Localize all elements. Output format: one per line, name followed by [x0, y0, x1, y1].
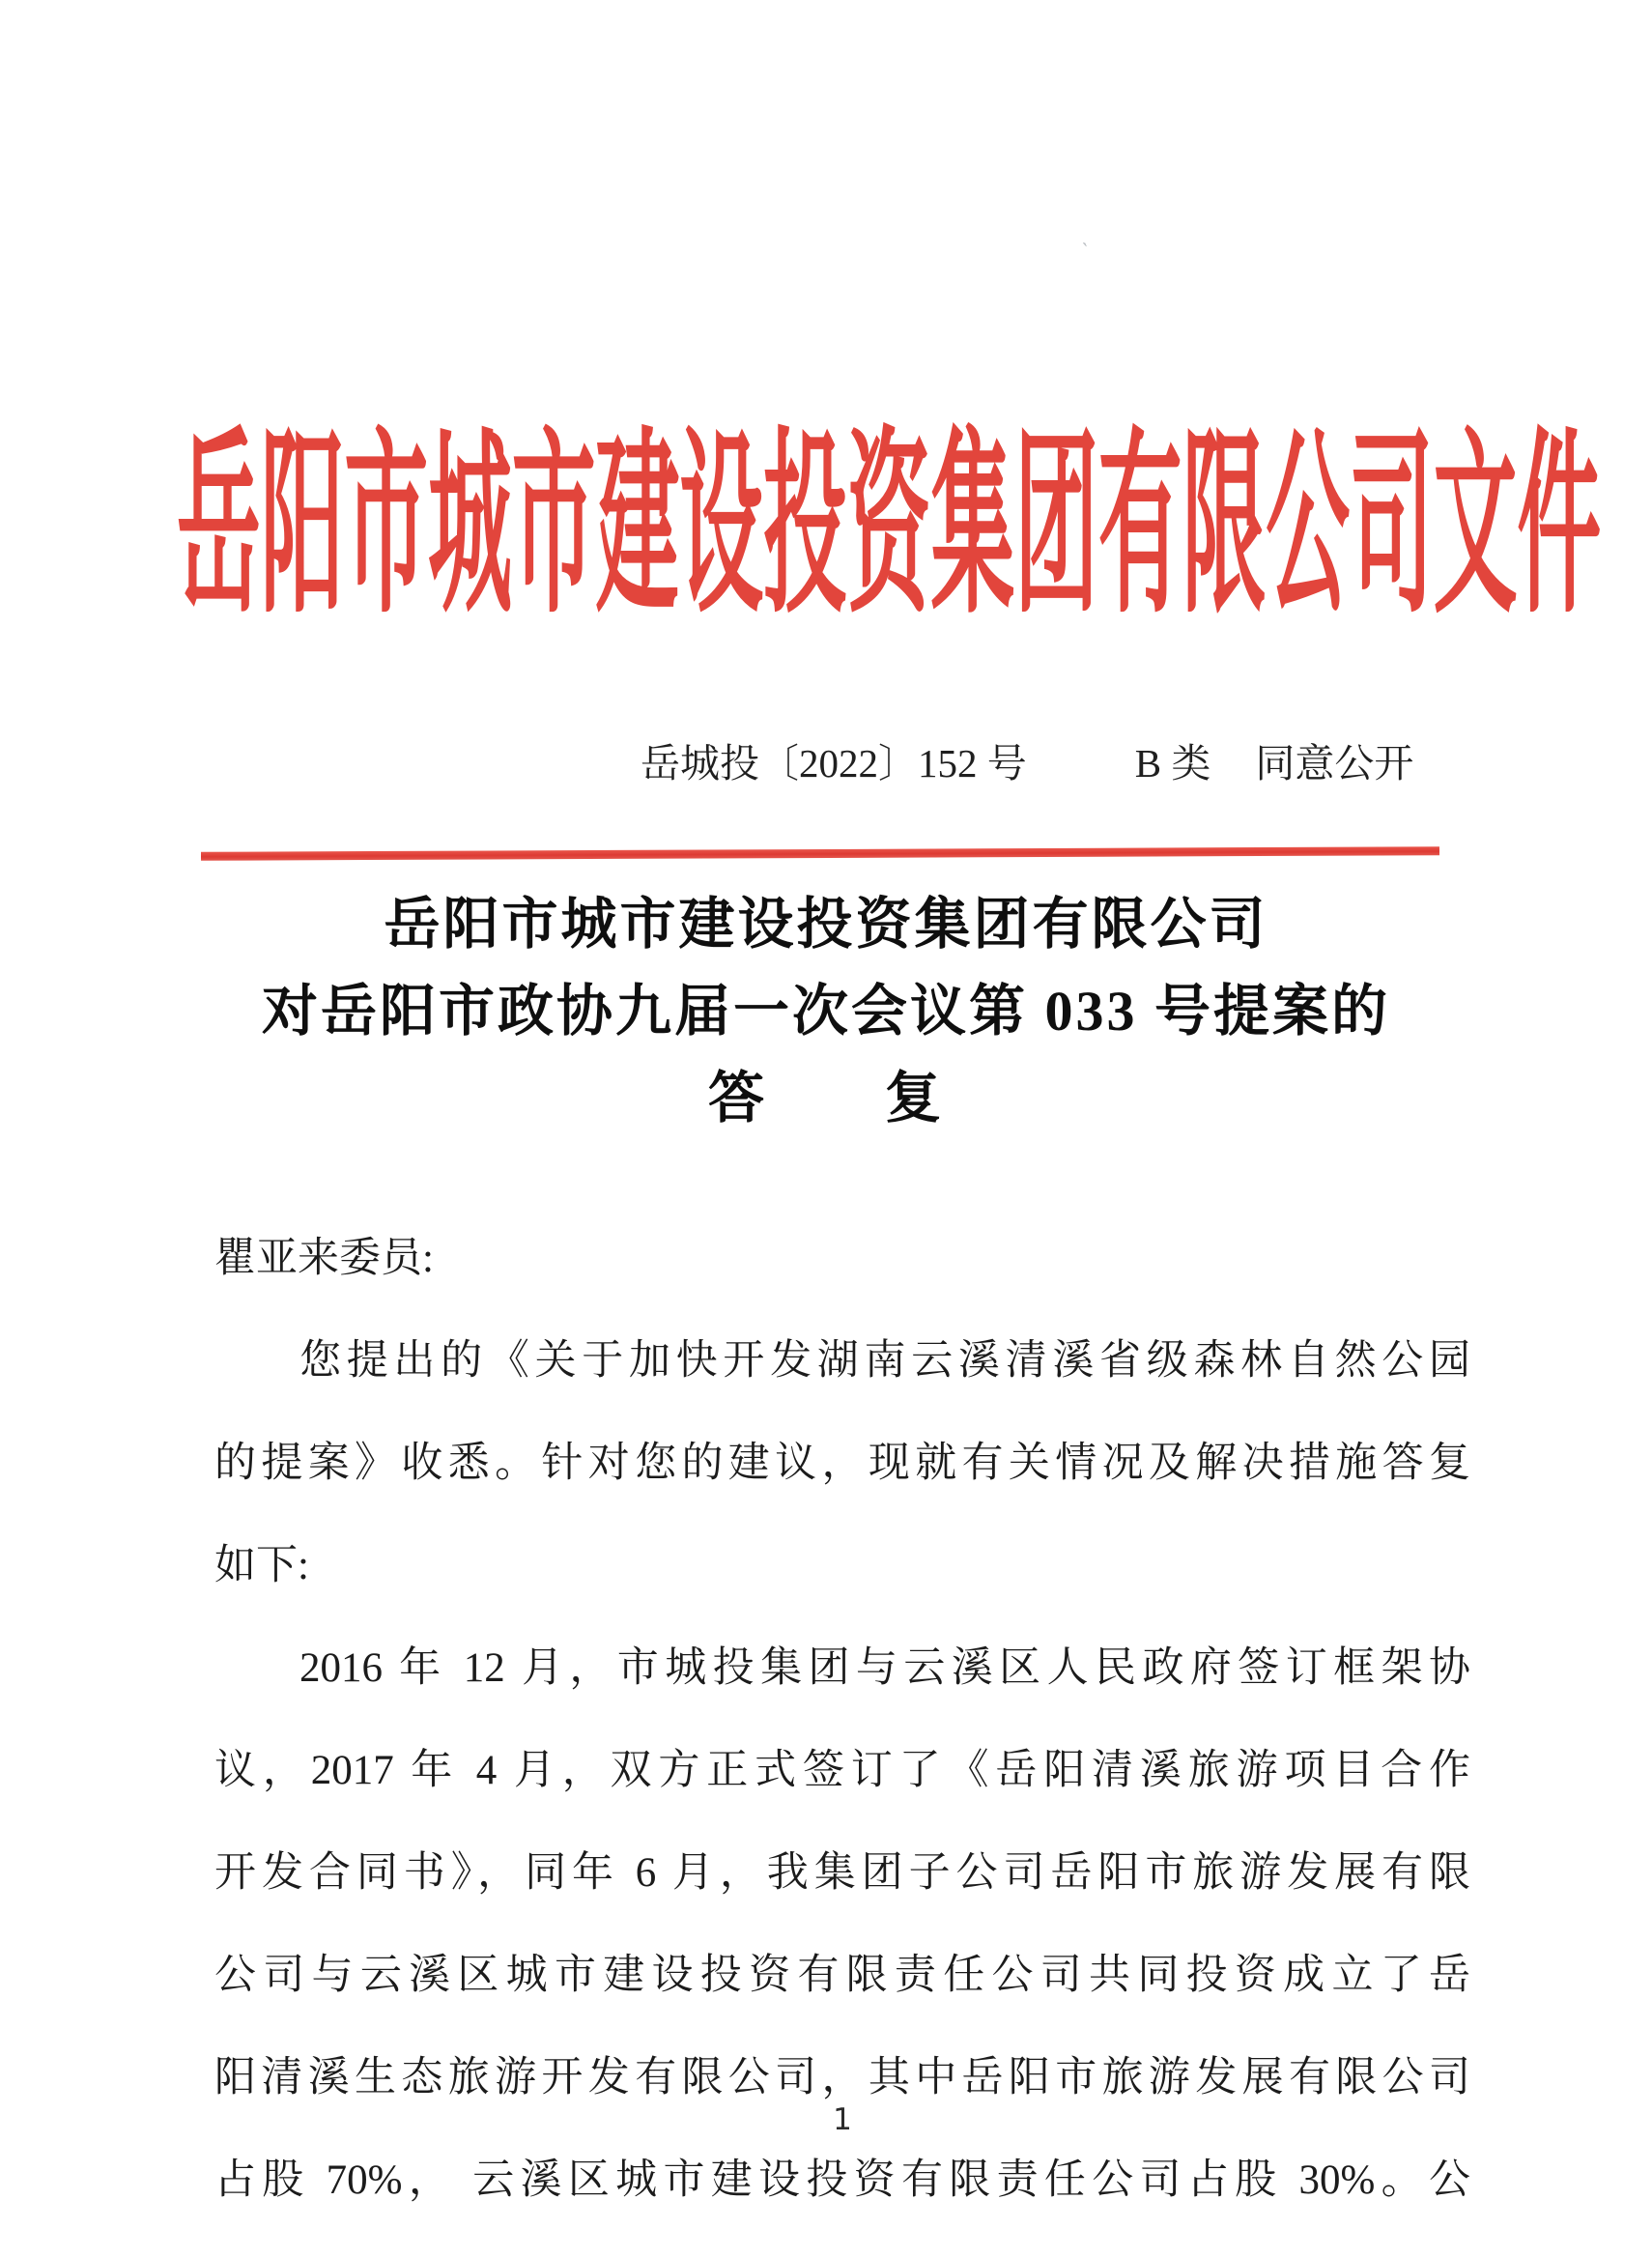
body-line: 的提案》收悉。针对您的建议，现就有关情况及解决措施答复 — [214, 1441, 1470, 1486]
red-divider-line — [201, 846, 1439, 861]
document-title-line-2: 对岳阳市政协九届一次会议第 033 号提案的 — [261, 980, 1390, 1043]
letterhead-title: 岳阳市城市建设投资集团有限公司文件 — [177, 417, 1602, 637]
body-line: 您提出的《关于加快开发湖南云溪清溪省级森林自然公园 — [299, 1338, 1470, 1384]
letterhead — [177, 417, 1652, 637]
scan-artifact-mark: ` — [1077, 238, 1090, 264]
body-line: 阳清溪生态旅游开发有限公司，其中岳阳市旅游发展有限公司 — [214, 2055, 1470, 2100]
body-line: 公司与云溪区城市建设投资有限责任公司共同投资成立了岳 — [214, 1953, 1470, 1998]
body-line: 开发合同书》，同年 6 月，我集团子公司岳阳市旅游发展有限 — [214, 1850, 1470, 1896]
body-line: 议，2017 年 4 月，双方正式签订了《岳阳清溪旅游项目合作 — [214, 1748, 1470, 1793]
document-title-line-3: 答 复 — [707, 1067, 944, 1129]
body-line: 2016 年 12 月，市城投集团与云溪区人民政府签订框架协 — [299, 1645, 1470, 1691]
doc-category: B 类 — [1134, 741, 1211, 786]
document-title — [92, 881, 1560, 1142]
doc-publicity-status: 同意公开 — [1255, 741, 1414, 786]
body-line: 如下: — [214, 1543, 309, 1588]
document-title-line-1: 岳阳市城市建设投资集团有限公司 — [384, 893, 1268, 956]
page-number: 1 — [833, 2102, 852, 2137]
doc-number-line — [641, 740, 1413, 786]
body-salutation: 瞿亚来委员: — [214, 1236, 434, 1281]
document-body — [214, 1215, 1470, 2240]
doc-number: 岳城投〔2022〕152 号 — [641, 741, 1027, 786]
body-line: 占股 70%， 云溪区城市建设投资有限责任公司占股 30%。公 — [214, 2157, 1470, 2203]
